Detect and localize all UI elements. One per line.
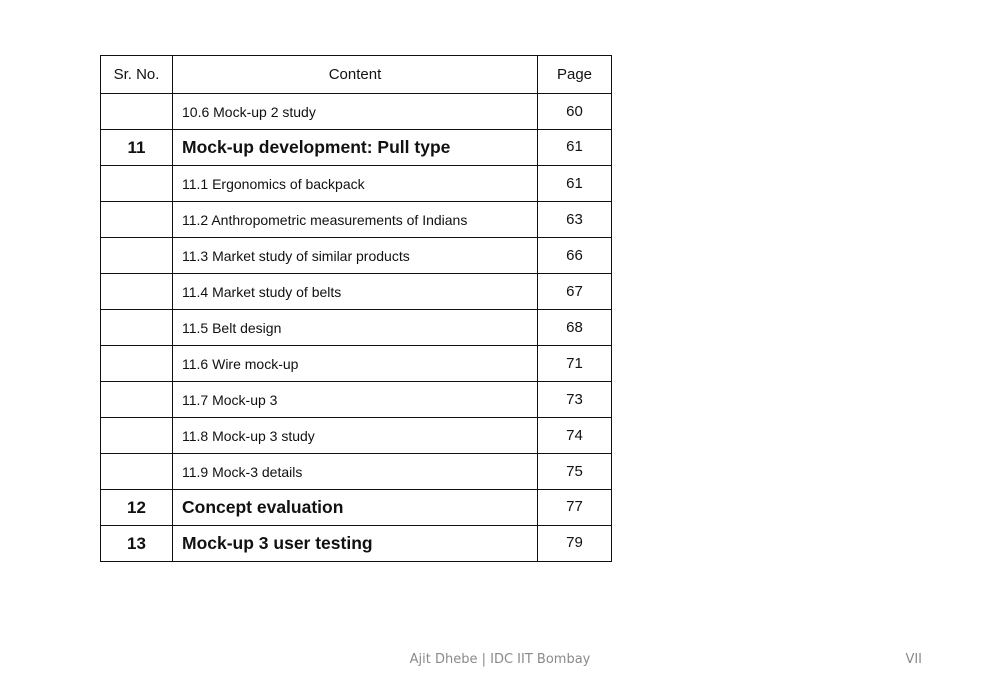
row-subsection-title: 11.4 Market study of belts bbox=[173, 274, 538, 310]
row-sr-no bbox=[101, 166, 173, 202]
row-page-number: 61 bbox=[538, 130, 612, 166]
header-content: Content bbox=[173, 56, 538, 94]
table-row bbox=[101, 346, 612, 382]
row-sr-no bbox=[101, 274, 173, 310]
row-subsection-title: 10.6 Mock-up 2 study bbox=[173, 94, 538, 130]
row-sr-no bbox=[101, 202, 173, 238]
row-page-number: 73 bbox=[538, 382, 612, 418]
row-section-title: Mock-up 3 user testing bbox=[173, 526, 538, 562]
table-row bbox=[101, 238, 612, 274]
row-sr-no: 12 bbox=[101, 490, 173, 526]
header-sr-no: Sr. No. bbox=[101, 56, 173, 94]
row-subsection-title: 11.3 Market study of similar products bbox=[173, 238, 538, 274]
row-subsection-title: 11.2 Anthropometric measurements of Indians bbox=[173, 202, 538, 238]
row-page-number: 63 bbox=[538, 202, 612, 238]
row-subsection-title: 11.8 Mock-up 3 study bbox=[173, 418, 538, 454]
table-row bbox=[101, 382, 612, 418]
table-body bbox=[101, 94, 612, 562]
row-sr-no bbox=[101, 418, 173, 454]
header-page: Page bbox=[538, 56, 612, 94]
row-page-number: 61 bbox=[538, 166, 612, 202]
row-section-title: Concept evaluation bbox=[173, 490, 538, 526]
row-subsection-title: 11.7 Mock-up 3 bbox=[173, 382, 538, 418]
row-page-number: 79 bbox=[538, 526, 612, 562]
row-sr-no bbox=[101, 238, 173, 274]
row-sr-no: 11 bbox=[101, 130, 173, 166]
row-subsection-title: 11.5 Belt design bbox=[173, 310, 538, 346]
table-row bbox=[101, 94, 612, 130]
row-page-number: 77 bbox=[538, 490, 612, 526]
footer-author: Ajit Dhebe | IDC IIT Bombay bbox=[409, 652, 591, 667]
row-section-title: Mock-up development: Pull type bbox=[173, 130, 538, 166]
row-page-number: 74 bbox=[538, 418, 612, 454]
row-page-number: 75 bbox=[538, 454, 612, 490]
table-row bbox=[101, 454, 612, 490]
row-subsection-title: 11.9 Mock-3 details bbox=[173, 454, 538, 490]
row-sr-no bbox=[101, 94, 173, 130]
table-row bbox=[101, 310, 612, 346]
row-sr-no: 13 bbox=[101, 526, 173, 562]
table-row bbox=[101, 130, 612, 166]
row-subsection-title: 11.1 Ergonomics of backpack bbox=[173, 166, 538, 202]
row-sr-no bbox=[101, 454, 173, 490]
row-page-number: 66 bbox=[538, 238, 612, 274]
table-row bbox=[101, 418, 612, 454]
table-row bbox=[101, 166, 612, 202]
table-row bbox=[101, 526, 612, 562]
toc-table bbox=[100, 55, 612, 562]
table-header-row bbox=[101, 56, 612, 94]
row-page-number: 67 bbox=[538, 274, 612, 310]
footer-page-number: VII bbox=[905, 652, 922, 667]
row-page-number: 68 bbox=[538, 310, 612, 346]
row-sr-no bbox=[101, 310, 173, 346]
row-sr-no bbox=[101, 346, 173, 382]
table-row bbox=[101, 490, 612, 526]
row-page-number: 60 bbox=[538, 94, 612, 130]
table-row bbox=[101, 202, 612, 238]
row-page-number: 71 bbox=[538, 346, 612, 382]
table-row bbox=[101, 274, 612, 310]
row-sr-no bbox=[101, 382, 173, 418]
row-subsection-title: 11.6 Wire mock-up bbox=[173, 346, 538, 382]
